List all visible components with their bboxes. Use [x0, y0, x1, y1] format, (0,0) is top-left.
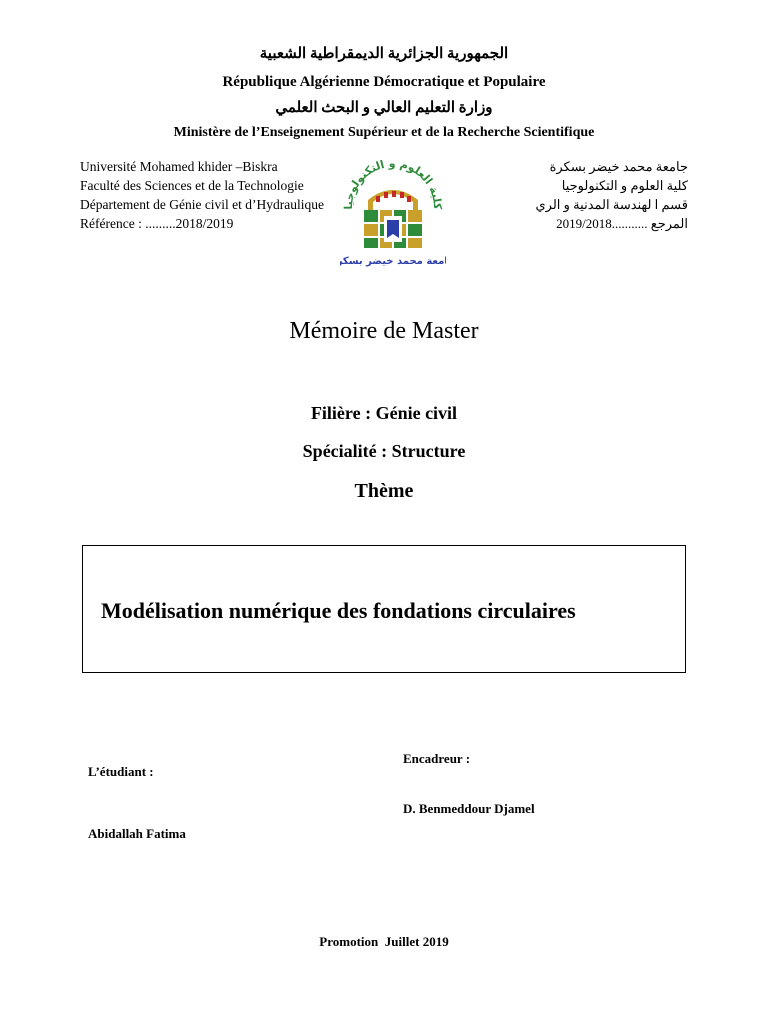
university-name-arabic: جامعة محمد خيضر بسكرة	[549, 159, 688, 174]
student-label: L’étudiant :	[88, 764, 154, 779]
logo-top-text: كلية العلوم و التكنولوجيا	[341, 156, 445, 210]
university-name: Université Mohamed khider –Biskra	[80, 159, 278, 174]
supervisor-name: D. Benmeddour Djamel	[403, 801, 535, 816]
department-name: Département de Génie civil et d’Hydraulique	[80, 197, 325, 212]
institution-arabic-block	[468, 157, 688, 233]
theme-label: Thème	[354, 480, 414, 502]
ministry-arabic: وزارة التعليم العالي و البحث العلمي	[275, 100, 493, 116]
theme-title: Modélisation numérique des fondations circulaires	[101, 598, 576, 623]
specialite-line: Spécialité : Structure	[302, 441, 466, 461]
faculty-name: Faculté des Sciences et de la Technologie	[80, 178, 304, 193]
republic-french: République Algérienne Démocratique et Populaire	[222, 74, 546, 90]
document-type: Mémoire de Master	[289, 318, 479, 344]
supervisor-label: Encadreur :	[403, 751, 471, 766]
university-logo	[340, 150, 446, 272]
reference-line: Référence : .........2018/2019	[80, 216, 234, 231]
logo-emblem-icon	[340, 150, 446, 272]
student-name: Abidallah Fatima	[88, 826, 186, 841]
institution-french-block	[80, 157, 324, 233]
theme-box	[82, 545, 686, 673]
reference-line-arabic: المرجع ...........2019/2018	[556, 216, 688, 231]
ministry-french: Ministère de l’Enseignement Supérieur et de la Recherche Scientifique	[173, 125, 595, 140]
logo-bottom-text: معة محمد خيضر بسك	[342, 256, 445, 267]
republic-arabic: الجمهورية الجزائرية الديمقراطية الشعبية	[259, 46, 509, 62]
filiere-line: Filière : Génie civil	[310, 403, 458, 423]
promotion-line: Promotion Juillet 2019	[319, 934, 449, 949]
department-name-arabic: قسم ا لهندسة المدنية و الري	[535, 197, 688, 212]
faculty-name-arabic: كلية العلوم و التكنولوجيا	[561, 178, 688, 193]
